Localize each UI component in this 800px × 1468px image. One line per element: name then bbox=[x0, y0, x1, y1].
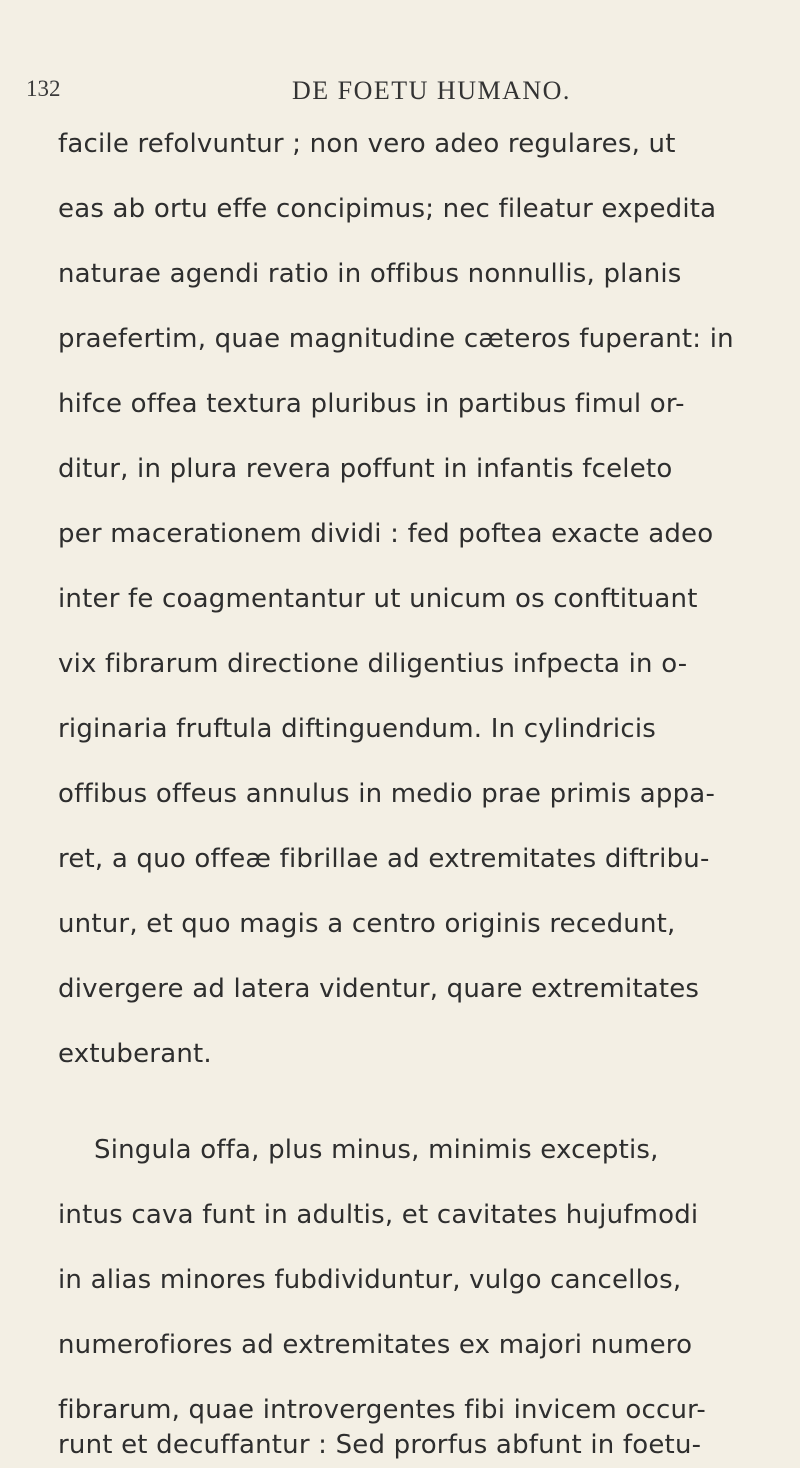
text-line: hifce offea textura pluribus in partibus fimul or- bbox=[58, 389, 685, 419]
text-line: intus cava funt in adultis, et cavitates hujufmodi bbox=[58, 1200, 699, 1230]
text-line: praefertim, quae magnitudine cæteros fuperant: in bbox=[58, 324, 734, 354]
text-line: runt et decuffantur : Sed prorfus abfunt in foetu- bbox=[58, 1430, 702, 1460]
text-line: numerofiores ad extremitates ex majori numero bbox=[58, 1330, 693, 1360]
text-line: in alias minores fubdividuntur, vulgo cancellos, bbox=[58, 1265, 682, 1295]
text-line: divergere ad latera videntur, quare extremitates bbox=[58, 974, 700, 1004]
text-line: ret, a quo offeæ fibrillae ad extremitates diftribu- bbox=[58, 844, 710, 874]
text-line: naturae agendi ratio in offibus nonnullis, planis bbox=[58, 259, 682, 289]
page-number: 132 bbox=[26, 76, 61, 101]
text-line: extuberant. bbox=[58, 1039, 212, 1069]
text-line: per macerationem dividi : fed poftea exacte adeo bbox=[58, 519, 714, 549]
text-line: vix fibrarum directione diligentius infpecta in o- bbox=[58, 649, 688, 679]
text-line: Singula offa, plus minus, minimis exceptis, bbox=[94, 1135, 659, 1165]
text-line: inter fe coagmentantur ut unicum os conftituant bbox=[58, 584, 698, 614]
text-line: facile refolvuntur ; non vero adeo regulares, ut bbox=[58, 129, 676, 159]
running-title: DE FOETU HUMANO. bbox=[292, 76, 571, 105]
text-line: ditur, in plura revera poffunt in infantis fceleto bbox=[58, 454, 673, 484]
text-line: offibus offeus annulus in medio prae primis appa- bbox=[58, 779, 716, 809]
text-line: fibrarum, quae introvergentes fibi invicem occur- bbox=[58, 1395, 706, 1425]
text-line: eas ab ortu effe concipimus; nec fileatur expedita bbox=[58, 194, 717, 224]
text-line: untur, et quo magis a centro originis recedunt, bbox=[58, 909, 676, 939]
text-line: riginaria fruftula diftinguendum. In cylindricis bbox=[58, 714, 656, 744]
